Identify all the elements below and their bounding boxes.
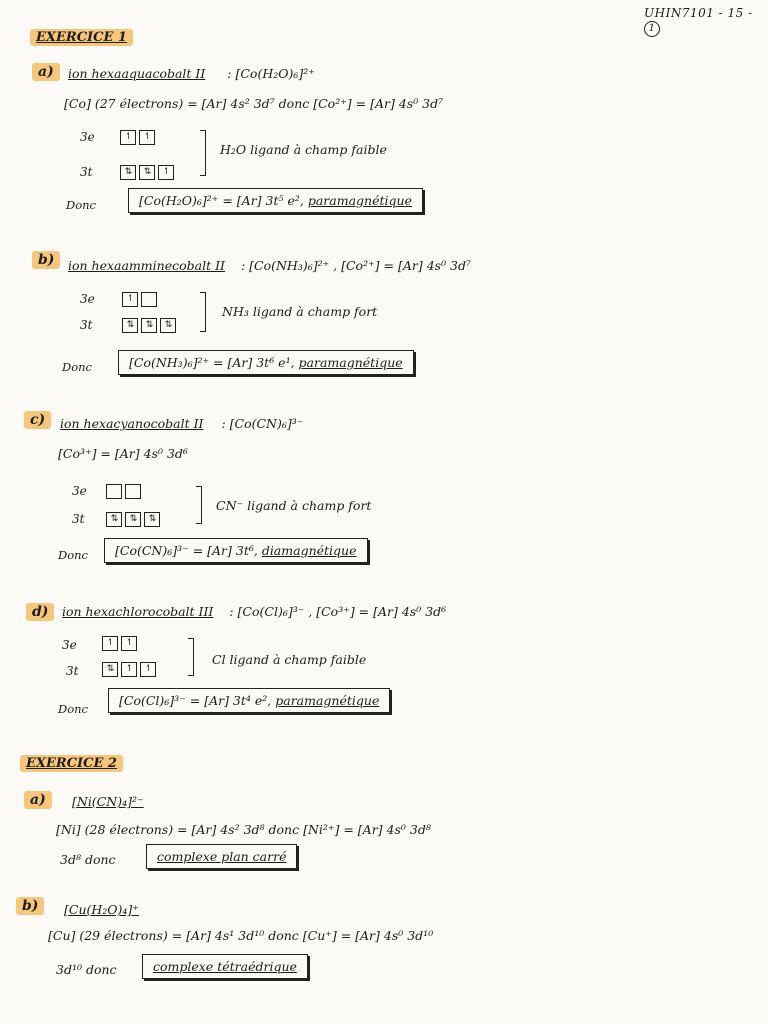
orbital-box: [106, 484, 122, 499]
eg-orbitals: [120, 130, 155, 145]
ion-name: ion hexaaquacobalt II: [68, 66, 206, 81]
part-b-label: b): [16, 898, 44, 914]
result-box: [118, 350, 414, 375]
orbital-box: [125, 484, 141, 499]
donc-label: Donc: [58, 702, 88, 716]
donc-label: Donc: [58, 548, 88, 562]
ligand-note: CN⁻ ligand à champ fort: [216, 498, 372, 513]
orbital-box: ↿: [120, 130, 136, 145]
orbital-box: ↿: [121, 636, 137, 651]
t2g-orbitals: [122, 318, 176, 333]
complex-formula: [Cu(H₂O)₄]⁺: [64, 902, 139, 917]
ligand-note: H₂O ligand à champ faible: [220, 142, 387, 157]
eg-label: 3e: [72, 484, 87, 498]
orbital-box: ⇅: [125, 512, 141, 527]
magnetism: paramagnétique: [307, 193, 412, 208]
eg-orbitals: [106, 484, 141, 499]
orbital-box: [141, 292, 157, 307]
orbital-box: ⇅: [141, 318, 157, 333]
eg-label: 3e: [62, 638, 77, 652]
part-d-label: d): [26, 604, 54, 620]
part-b-label: b): [32, 252, 60, 268]
orbital-box: ↿: [158, 165, 174, 180]
geometry-prefix: 3d⁸ donc: [60, 852, 116, 867]
bracket: [188, 638, 194, 676]
eg-label: 3e: [80, 130, 95, 144]
result-box: [104, 538, 368, 563]
eg-orbitals: [122, 292, 157, 307]
result-formula: [Co(NH₃)₆]²⁺ = [Ar] 3t⁶ e¹,: [129, 355, 299, 370]
document-reference: [644, 6, 768, 37]
ion-name: ion hexachlorocobalt III: [62, 604, 214, 619]
part-c-name-line: [60, 416, 303, 431]
t2g-orbitals: [106, 512, 160, 527]
part-c-label: c): [24, 412, 51, 428]
ligand-note: NH₃ ligand à champ fort: [222, 304, 378, 319]
ion-formula: : [Co(NH₃)₆]²⁺ , [Co²⁺] = [Ar] 4s⁰ 3d⁷: [240, 258, 472, 273]
result-formula: [Co(Cl)₆]³⁻ = [Ar] 3t⁴ e²,: [119, 693, 276, 708]
magnetism: diamagnétique: [261, 543, 357, 558]
reference-code: UHIN7101 - 15 -: [644, 6, 753, 20]
page-number: 1: [644, 21, 660, 37]
t2g-orbitals: [120, 165, 174, 180]
ion-name: ion hexaamminecobalt II: [68, 258, 225, 273]
geometry-result-box: complexe tétraédrique: [142, 954, 308, 979]
result-box: [108, 688, 390, 713]
electron-config: [Co] (27 électrons) = [Ar] 4s² 3d⁷ donc [Co²⁺] = [Ar] 4s⁰ 3d⁷: [64, 96, 444, 111]
eg-orbitals: [102, 636, 137, 651]
ligand-note: Cl ligand à champ faible: [212, 652, 367, 667]
eg-label: 3e: [80, 292, 95, 306]
magnetism: paramagnétique: [298, 355, 403, 370]
magnetism: paramagnétique: [275, 693, 380, 708]
ion-formula: : [Co(CN)₆]³⁻: [221, 416, 304, 431]
t2g-label: 3t: [80, 165, 93, 179]
t2g-label: 3t: [72, 512, 85, 526]
exercise-2-title: EXERCICE 2: [20, 756, 123, 771]
donc-label: Donc: [62, 360, 92, 374]
orbital-box: ⇅: [160, 318, 176, 333]
result-formula: [Co(H₂O)₆]²⁺ = [Ar] 3t⁵ e²,: [139, 193, 308, 208]
part-a-label: a): [32, 64, 60, 80]
bracket: [200, 130, 206, 176]
part-a-name-line: [68, 66, 315, 81]
exercise-1-title: EXERCICE 1: [30, 30, 133, 45]
part-d-name-line: [62, 604, 446, 619]
donc-label: Donc: [66, 198, 96, 212]
t2g-orbitals: [102, 662, 156, 677]
result-formula: [Co(CN)₆]³⁻ = [Ar] 3t⁶,: [115, 543, 262, 558]
orbital-box: ⇅: [106, 512, 122, 527]
electron-config: [Ni] (28 électrons) = [Ar] 4s² 3d⁸ donc [Ni²⁺] = [Ar] 4s⁰ 3d⁸: [56, 822, 431, 837]
ion-formula: : [Co(H₂O)₆]²⁺: [227, 66, 315, 81]
orbital-box: ↿: [102, 636, 118, 651]
ion-formula: : [Co(Cl)₆]³⁻ , [Co³⁺] = [Ar] 4s⁰ 3d⁶: [229, 604, 447, 619]
orbital-box: ↿: [121, 662, 137, 677]
ion-name: ion hexacyanocobalt II: [60, 416, 204, 431]
bracket: [200, 292, 206, 332]
orbital-box: ⇅: [102, 662, 118, 677]
t2g-label: 3t: [80, 318, 93, 332]
complex-formula: [Ni(CN)₄]²⁻: [72, 794, 144, 809]
orbital-box: ⇅: [122, 318, 138, 333]
result-box: [128, 188, 423, 213]
geometry-prefix: 3d¹⁰ donc: [56, 962, 117, 977]
bracket: [196, 486, 202, 524]
geometry-result-box: complexe plan carré: [146, 844, 297, 869]
orbital-box: ⇅: [139, 165, 155, 180]
electron-config: [Cu] (29 électrons) = [Ar] 4s¹ 3d¹⁰ donc [Cu⁺] = [Ar] 4s⁰ 3d¹⁰: [48, 928, 434, 943]
orbital-box: ↿: [122, 292, 138, 307]
orbital-box: ⇅: [144, 512, 160, 527]
part-a-label: a): [24, 792, 52, 808]
orbital-box: ⇅: [120, 165, 136, 180]
orbital-box: ↿: [139, 130, 155, 145]
electron-config: [Co³⁺] = [Ar] 4s⁰ 3d⁶: [58, 446, 188, 461]
orbital-box: ↿: [140, 662, 156, 677]
part-b-name-line: [68, 258, 471, 273]
t2g-label: 3t: [66, 664, 79, 678]
